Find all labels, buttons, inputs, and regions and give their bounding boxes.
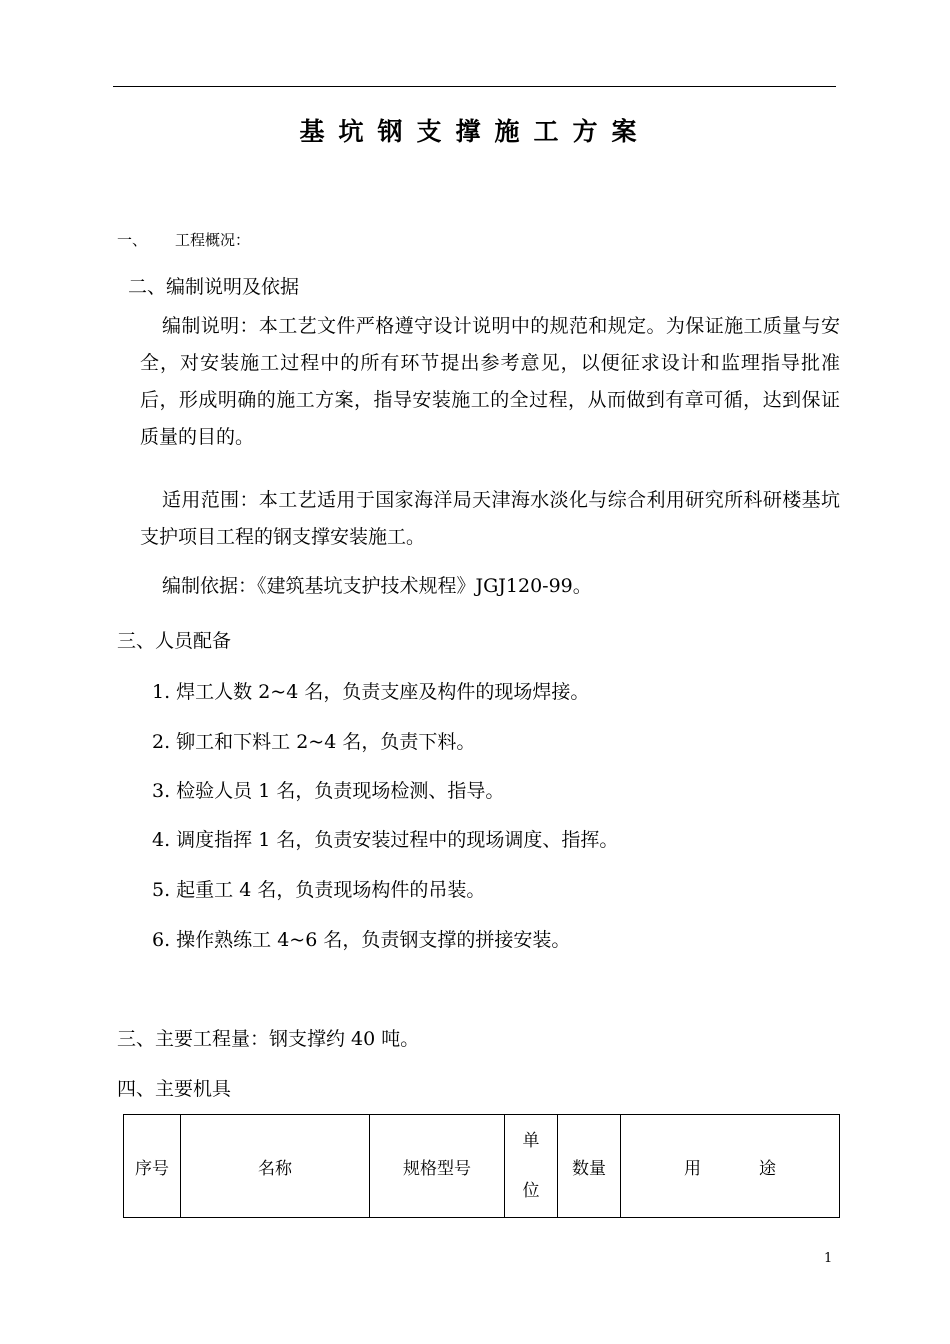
staff-item: 1. 焊工人数 2~4 名，负责支座及构件的现场焊接。 — [152, 681, 590, 703]
staff-item: 5. 起重工 4 名，负责现场构件的吊装。 — [152, 879, 486, 901]
equipment-table — [123, 1114, 840, 1218]
staff-item: 2. 铆工和下料工 2~4 名，负责下料。 — [152, 731, 476, 753]
section-3-heading: 三、人员配备 — [117, 630, 232, 652]
staff-item: 3. 检验人员 1 名，负责现场检测、指导。 — [152, 780, 505, 802]
table-header-row — [124, 1115, 840, 1218]
header-unit: 单 位 — [505, 1115, 558, 1218]
paragraph-basis: 编制依据：《建筑基坑支护技术规程》JGJ120-99。 — [162, 575, 592, 597]
paragraph-description: 编制说明：本工艺文件严格遵守设计说明中的规范和规定。为保证施工质量与安全，对安装施工过程中的所有环节提出参考意见，以便征求设计和监理指导批准后，形成明确的施工方案，指导安装施工的全过程，从而做到有章可循，达到保证质量的目的。 — [140, 315, 840, 448]
paragraph-scope: 适用范围：本工艺适用于国家海洋局天津海水淡化与综合利用研究所科研楼基坑支护项目工程的钢支撑安装施工。 — [140, 489, 840, 548]
quantity-heading: 三、主要工程量：钢支撑约 40 吨。 — [117, 1028, 420, 1050]
header-rule — [113, 86, 836, 87]
staff-item: 4. 调度指挥 1 名，负责安装过程中的现场调度、指挥。 — [152, 829, 619, 851]
section-1-number: 一、 — [117, 231, 148, 249]
page-number: 1 — [824, 1251, 833, 1266]
section-2-heading: 二、编制说明及依据 — [128, 276, 300, 298]
header-index: 序号 — [124, 1115, 181, 1218]
header-spec: 规格型号 — [370, 1115, 505, 1218]
document-title: 基坑钢支撑施工方案 — [299, 117, 651, 146]
header-name: 名称 — [181, 1115, 370, 1218]
section-4-heading: 四、主要机具 — [117, 1078, 232, 1100]
header-purpose: 用 途 — [621, 1115, 840, 1218]
header-quantity: 数量 — [558, 1115, 621, 1218]
staff-item: 6. 操作熟练工 4~6 名，负责钢支撑的拼接安装。 — [152, 929, 571, 951]
section-1-heading: 工程概况： — [175, 231, 251, 249]
